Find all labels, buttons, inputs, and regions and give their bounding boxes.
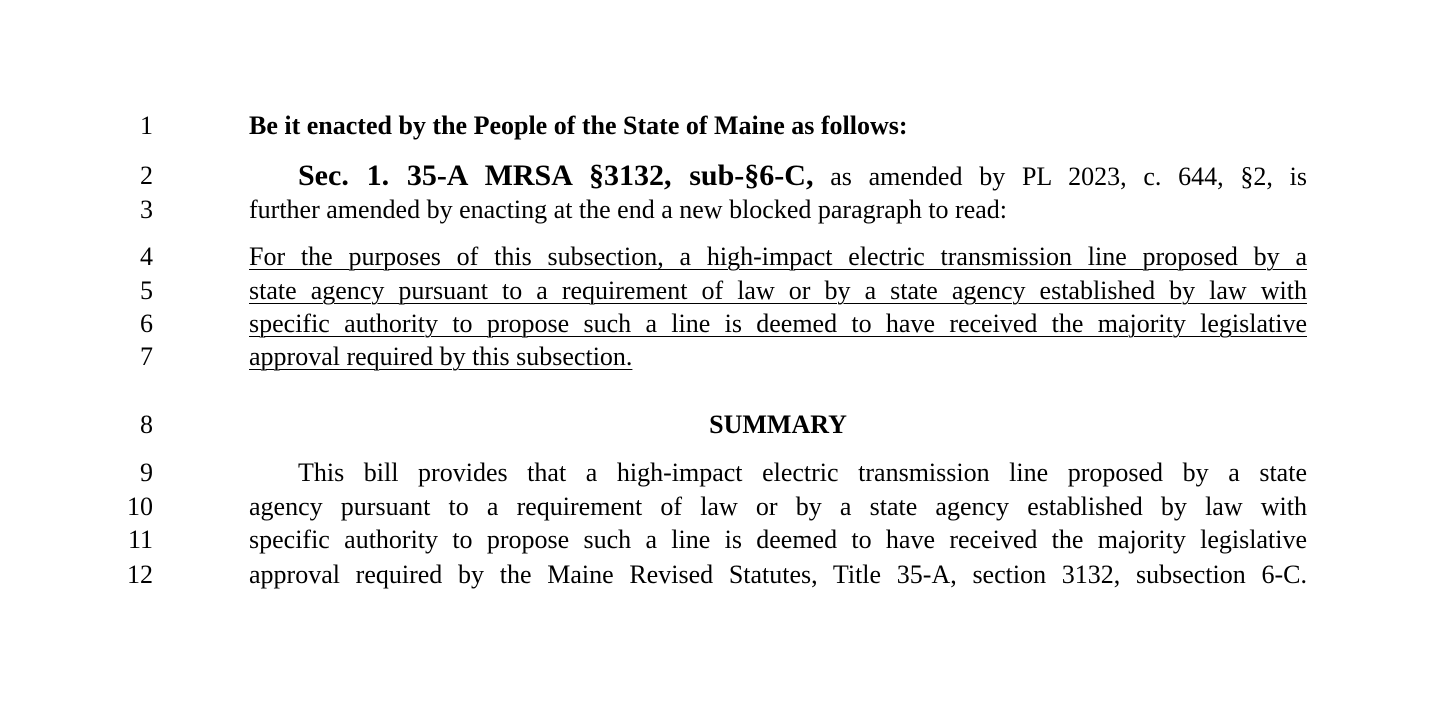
line-number: 10 — [127, 492, 153, 521]
amendment-text-line: state agency pursuant to a requirement of law or by a state agency established by law with — [249, 276, 1307, 305]
line-number: 3 — [140, 195, 153, 224]
section-heading: Sec. 1. 35-A MRSA §3132, sub-§6-C, — [298, 159, 814, 192]
amendment-text-line-last — [249, 342, 1307, 372]
section-instruction: further amended by enacting at the end a new blocked paragraph to read: — [249, 195, 1007, 224]
line-number: 7 — [140, 342, 153, 371]
amendment-text-line: specific authority to propose such a line is deemed to have received the majority legislative — [249, 309, 1307, 338]
line-number: 8 — [140, 410, 153, 439]
line-number: 1 — [140, 111, 153, 140]
line-number: 6 — [140, 309, 153, 338]
line-number: 9 — [140, 458, 153, 487]
line-number: 4 — [140, 242, 153, 271]
section-line — [249, 161, 1307, 192]
summary-line: specific authority to propose such a line is deemed to have received the majority legislative — [249, 525, 1307, 554]
amendment-text-last: approval required by this subsection. — [249, 342, 633, 371]
summary-heading: SUMMARY — [709, 410, 847, 439]
amendment-text-line: For the purposes of this subsection, a high-impact electric transmission line proposed by a — [249, 242, 1307, 271]
enacting-clause: Be it enacted by the People of the State of Maine as follows: — [249, 111, 908, 140]
line-number: 5 — [140, 276, 153, 305]
line-number: 2 — [140, 161, 153, 190]
line-number: 12 — [127, 560, 153, 589]
summary-line: agency pursuant to a requirement of law or by a state agency established by law with — [249, 492, 1307, 521]
summary-line: approval required by the Maine Revised Statutes, Title 35-A, section 3132, subsection 6-C. — [249, 560, 1307, 589]
line-number: 11 — [127, 525, 153, 554]
section-amendment-note: as amended by PL 2023, c. 644, §2, is — [813, 162, 1307, 191]
summary-line: This bill provides that a high-impact electric transmission line proposed by a state — [298, 458, 1307, 487]
